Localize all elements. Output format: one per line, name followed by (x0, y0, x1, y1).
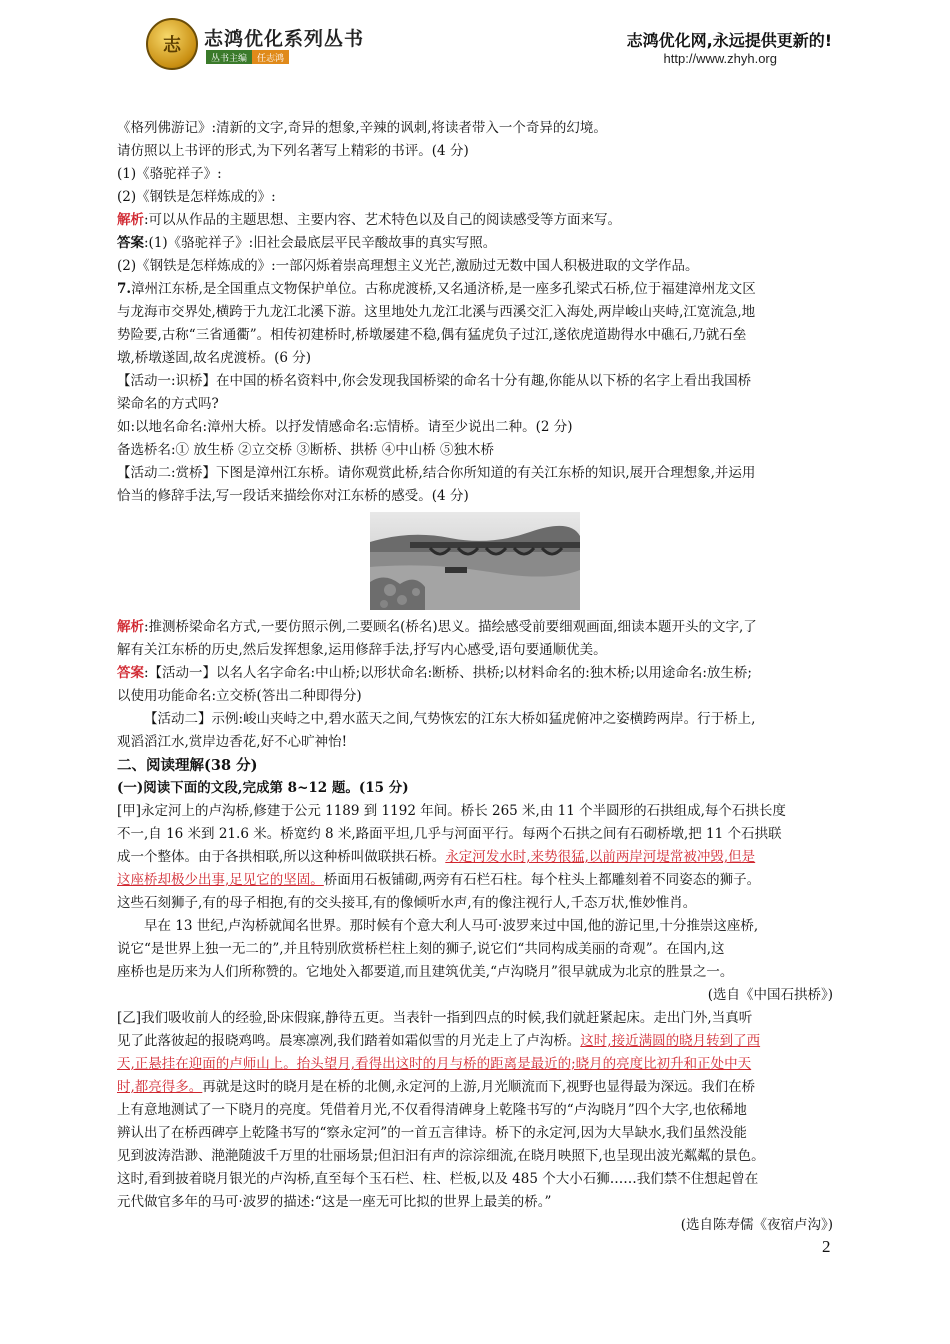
paragraph: 《格列佛游记》:清新的文字,奇异的想象,辛辣的讽刺,将读者带入一个奇异的幻境。 (117, 120, 607, 136)
page-header (0, 0, 950, 82)
answer-line: 答案:【活动一】以名人名字命名:中山桥;以形状命名:断桥、拱桥;以材料命名的:独木桥;以用途命名:放生桥; (117, 665, 752, 681)
text-line: 这些石刻狮子,有的母子相抱,有的交头接耳,有的像倾听水声,有的像注视行人,千态万状,惟妙惟肖。 (117, 895, 697, 911)
underlined-sentence: 这座桥却极少出事,足见它的坚固。 (117, 872, 324, 888)
answer-label: 答案 (117, 665, 144, 681)
underlined-sentence: 这时,接近满圆的晓月转到了西 (580, 1033, 761, 1049)
text-line: 【活动二:赏桥】下图是漳州江东桥。请你观赏此桥,结合你所知道的有关江东桥的知识,展开合理想象,并运用 (117, 465, 756, 481)
text-line: 成一个整体。由于各拱相联,所以这种桥叫做联拱石桥。永定河发水时,来势很猛,以前两岸河堤常被冲毁,但是 (117, 849, 756, 865)
text-line: 元代做官多年的马可·波罗的描述:“这是一座无可比拟的世界上最美的桥。” (117, 1194, 552, 1210)
answer-line: 答案:(1)《骆驼祥子》:旧社会最底层平民辛酸故事的真实写照。 (117, 235, 497, 251)
text-line: 见到波涛浩渺、滟滟随波千万里的壮丽场景;但汩汩有声的淙淙细流,在晓月映照下,也呈现出波光粼粼的景色。 (117, 1148, 765, 1164)
section-heading: 二、阅读理解(38 分) (117, 757, 258, 774)
source-citation: (选自陈寿儒《夜宿卢沟》) (680, 1217, 833, 1233)
question-item: (2)《钢铁是怎样炼成的》: (117, 189, 276, 205)
text-line: [甲]永定河上的卢沟桥,修建于公元 1189 到 1192 年间。桥长 265 米,由 11 个半圆形的石拱组成,每个石拱长度 (117, 803, 786, 819)
text-line: 恰当的修辞手法,写一段话来描绘你对江东桥的感受。(4 分) (117, 488, 469, 504)
text-line: 梁命名的方式吗? (117, 396, 219, 412)
source-citation: (选自《中国石拱桥》) (707, 987, 833, 1003)
underlined-sentence: 永定河发水时,来势很猛,以前两岸河堤常被冲毁,但是 (445, 849, 756, 865)
site-slogan: 志鸿优化网,永远提供更新的! (626, 31, 832, 50)
text-line: 这时,看到披着晓月银光的卢沟桥,直至每个玉石栏、柱、栏板,以及 485 个大小石狮……我们禁不住想起曾在 (117, 1171, 759, 1187)
text-line: 不一,自 16 米到 21.6 米。桥宽约 8 米,路面平坦,几乎与河面平行。每两个石拱之间有石砌桥墩,把 11 个石拱联 (117, 826, 782, 842)
answer-label: 答案 (117, 235, 144, 251)
question-7: 7.漳州江东桥,是全国重点文物保护单位。古称虎渡桥,又名通济桥,是一座多孔梁式石桥,位于福建漳州龙文区 (117, 281, 756, 297)
analysis-line: 解析:推测桥梁命名方式,一要仿照示例,二要顾名(桥名)思义。描绘感受前要细观画面,细读本题开头的文字,了 (117, 619, 757, 635)
editor-name: 任志鸿 (252, 50, 289, 64)
bridge-photo (370, 512, 580, 610)
analysis-label: 解析 (117, 619, 144, 635)
text-line: 这座桥却极少出事,足见它的坚固。桥面用石板铺砌,两旁有石栏石柱。每个柱头上都雕刻着不同姿态的狮子。 (117, 872, 761, 888)
text-line: 观滔滔江水,赏岸边香花,好不心旷神怡! (117, 734, 348, 750)
text-line: 解有关江东桥的历史,然后发挥想象,运用修辞手法,抒写内心感受,语句要通顺优美。 (117, 642, 607, 658)
series-title: 志鸿优化系列丛书 (204, 28, 365, 50)
page-number: 2 (822, 1237, 831, 1256)
text-line: 势险要,古称“三省通衢”。相传初建桥时,桥墩屡建不稳,偶有猛虎负子过江,遂依虎道勘得水中礁石,乃就石垒 (117, 327, 747, 343)
document-body (117, 117, 833, 1237)
text-line: 与龙海市交界处,横跨于九龙江北溪下游。这里地处九龙江北溪与西溪交汇入海处,两岸峻山夹峙,江宽流急,地 (117, 304, 756, 320)
analysis-label: 解析 (117, 212, 144, 228)
question-item: (1)《骆驼祥子》: (117, 166, 222, 182)
bridge-photo-image (370, 512, 580, 610)
underlined-sentence: 天,正悬挂在迎面的卢师山上。抬头望月,看得出这时的月与桥的距离是最近的;晓月的亮度比初升和正处中天 (117, 1056, 752, 1072)
text-line: 【活动二】示例:峻山夹峙之中,碧水蓝天之间,气势恢宏的江东大桥如猛虎俯冲之姿横跨两岸。行于桥上, (144, 711, 756, 727)
site-url: http://www.zhyh.org (663, 51, 777, 66)
question-prompt: 请仿照以上书评的形式,为下列名著写上精彩的书评。(4 分) (117, 143, 469, 159)
text-line: 如:以地名命名:漳州大桥。以抒发情感命名:忘情桥。请至少说出二种。(2 分) (117, 419, 573, 435)
editor-label: 丛书主编 (206, 50, 252, 64)
answer-line: (2)《钢铁是怎样炼成的》:一部闪烁着崇高理想主义光芒,激励过无数中国人积极进取的文学作品。 (117, 258, 699, 274)
editor-tag (206, 50, 289, 64)
text-line: 见了此落彼起的报晓鸡鸣。晨寒凛冽,我们踏着如霜似雪的月光走上了卢沟桥。这时,接近满圆的晓月转到了西 (117, 1033, 761, 1049)
underlined-sentence: 时,都亮得多。 (117, 1079, 203, 1095)
text-line: 以使用功能命名:立交桥(答出二种即得分) (117, 688, 362, 704)
text-line: 时,都亮得多。再就是这时的晓月是在桥的北侧,永定河的上游,月光顺流而下,视野也显得最为深远。我们在桥 (117, 1079, 756, 1095)
text-line: 墩,桥墩遂固,故名虎渡桥。(6 分) (117, 350, 311, 366)
text-line: 上有意地测试了一下晓月的亮度。凭借着月光,不仅看得清碑身上乾隆书写的“卢沟晓月”四个大字,也依稀地 (117, 1102, 747, 1118)
text-line: 说它“是世界上独一无二的”,并且特别欣赏桥栏柱上刻的狮子,说它们“共同构成美丽的奇观”。在国内,这 (117, 941, 725, 957)
publisher-logo: 志 (146, 18, 198, 70)
text-line: 辨认出了在桥西碑亭上乾隆书写的“察永定河”的一首五言律诗。桥下的永定河,因为大旱缺水,我们虽然没能 (117, 1125, 747, 1141)
subsection-heading: (一)阅读下面的文段,完成第 8~12 题。(15 分) (117, 780, 409, 796)
text-line: 座桥也是历来为人们所称赞的。它地处入都要道,而且建筑优美,“卢沟晓月”很早就成为北京的胜景之一。 (117, 964, 734, 980)
text-line: [乙]我们吸收前人的经验,卧床假寐,静待五更。当表针一指到四点的时候,我们就赶紧起床。走出门外,当真听 (117, 1010, 753, 1026)
analysis-line: 解析:可以从作品的主题思想、主要内容、艺术特色以及自己的阅读感受等方面来写。 (117, 212, 622, 228)
text-line: 早在 13 世纪,卢沟桥就闻名世界。那时候有个意大利人马可·波罗来过中国,他的游记里,十分推崇这座桥, (144, 918, 759, 934)
text-line: 备选桥名:① 放生桥 ②立交桥 ③断桥、拱桥 ④中山桥 ⑤独木桥 (117, 442, 495, 458)
text-line: 【活动一:识桥】在中国的桥名资料中,你会发现我国桥梁的命名十分有趣,你能从以下桥的名字上看出我国桥 (117, 373, 752, 389)
